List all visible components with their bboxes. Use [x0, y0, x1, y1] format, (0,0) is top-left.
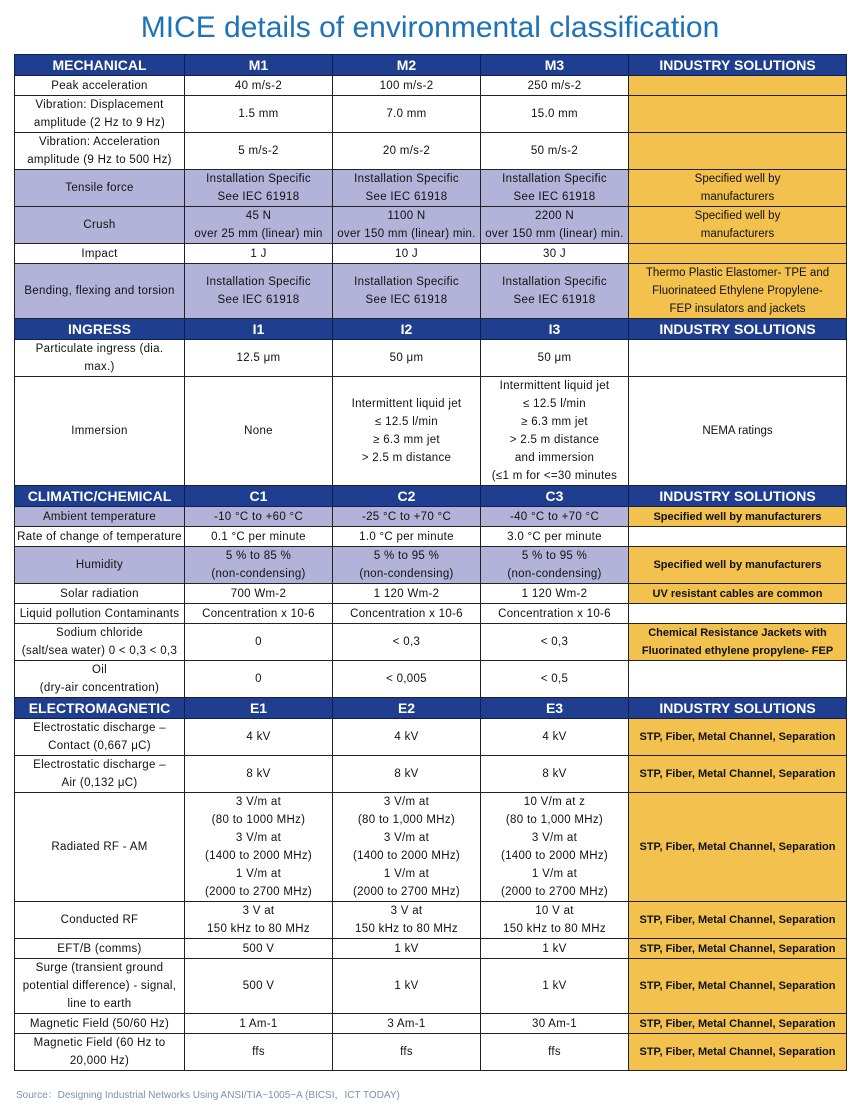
row-label: Rate of change of temperature [15, 527, 185, 547]
table-row [15, 624, 847, 661]
cell-c3: -40 °C to +70 °C [481, 507, 629, 527]
class-header: E3 [481, 698, 629, 719]
section-header-electromagnetic [15, 698, 847, 719]
table-row [15, 377, 847, 486]
row-label: Tensile force [15, 170, 185, 207]
row-label: Sodium chloride (salt/sea water) 0 < 0,3 < 0,3 [15, 624, 185, 661]
table-row [15, 1034, 847, 1071]
cell-industry: STP, Fiber, Metal Channel, Separation [629, 1014, 847, 1034]
table-row [15, 244, 847, 264]
cell-c1: 5 % to 85 % (non-condensing) [185, 547, 333, 584]
row-label: Vibration: Acceleration amplitude (9 Hz to 500 Hz) [15, 133, 185, 170]
cell-e3: 4 kV [481, 719, 629, 756]
cell-e2: 3 V at 150 kHz to 80 MHz [333, 902, 481, 939]
table-row [15, 96, 847, 133]
cell-industry [629, 340, 847, 377]
class-header: M2 [333, 55, 481, 76]
class-header: C2 [333, 486, 481, 507]
table-row [15, 793, 847, 902]
cell-m3: 30 J [481, 244, 629, 264]
cell-industry: STP, Fiber, Metal Channel, Separation [629, 959, 847, 1014]
class-header: M3 [481, 55, 629, 76]
cell-industry: Specified well by manufacturers [629, 507, 847, 527]
cell-m3: 2200 N over 150 mm (linear) min. [481, 207, 629, 244]
cell-m1: 40 m/s-2 [185, 76, 333, 96]
cell-industry: Thermo Plastic Elastomer- TPE and Fluorinateed Ethylene Propylene- FEP insulators and jackets [629, 264, 847, 319]
cell-c2: 5 % to 95 % (non-condensing) [333, 547, 481, 584]
cell-c3: 5 % to 95 % (non-condensing) [481, 547, 629, 584]
class-header: C1 [185, 486, 333, 507]
cell-c1: Concentration x 10-6 [185, 604, 333, 624]
class-header: E1 [185, 698, 333, 719]
cell-m1: 5 m/s-2 [185, 133, 333, 170]
class-header: M1 [185, 55, 333, 76]
cell-c3: 3.0 °C per minute [481, 527, 629, 547]
cell-m1: Installation Specific See IEC 61918 [185, 170, 333, 207]
class-header: I3 [481, 319, 629, 340]
cell-c2: < 0,005 [333, 661, 481, 698]
row-label: Electrostatic discharge – Contact (0,667 μC) [15, 719, 185, 756]
row-label: Oil (dry-air concentration) [15, 661, 185, 698]
cell-industry: UV resistant cables are common [629, 584, 847, 604]
source-note: Source：Designing Industrial Networks Using ANSI/TIA−1005−A (BICSI，ICT TODAY) [16, 1090, 400, 1101]
class-header: E2 [333, 698, 481, 719]
table-row [15, 584, 847, 604]
cell-industry: Specified well by manufacturers [629, 547, 847, 584]
table-row [15, 340, 847, 377]
cell-m2: 100 m/s-2 [333, 76, 481, 96]
cell-e2: 8 kV [333, 756, 481, 793]
cell-m3: 250 m/s-2 [481, 76, 629, 96]
row-label: Solar radiation [15, 584, 185, 604]
row-label: Vibration: Displacement amplitude (2 Hz to 9 Hz) [15, 96, 185, 133]
row-label: EFT/B (comms) [15, 939, 185, 959]
cell-m3: 50 m/s-2 [481, 133, 629, 170]
table-row [15, 902, 847, 939]
cell-m1: 1.5 mm [185, 96, 333, 133]
cell-c2: -25 °C to +70 °C [333, 507, 481, 527]
cell-e3: 30 Am-1 [481, 1014, 629, 1034]
cell-m3: 15.0 mm [481, 96, 629, 133]
row-label: Liquid pollution Contaminants [15, 604, 185, 624]
section-name: CLIMATIC/CHEMICAL [15, 486, 185, 507]
table-row [15, 719, 847, 756]
row-label: Surge (transient ground potential difference) - signal, line to earth [15, 959, 185, 1014]
cell-c1: 700 Wm-2 [185, 584, 333, 604]
cell-e1: 500 V [185, 959, 333, 1014]
mice-table [14, 54, 847, 1071]
section-name: ELECTROMAGNETIC [15, 698, 185, 719]
cell-m2: Installation Specific See IEC 61918 [333, 170, 481, 207]
cell-e3: ffs [481, 1034, 629, 1071]
cell-e1: ffs [185, 1034, 333, 1071]
cell-i1: None [185, 377, 333, 486]
cell-c3: < 0,5 [481, 661, 629, 698]
section-name: INGRESS [15, 319, 185, 340]
cell-e3: 10 V at 150 kHz to 80 MHz [481, 902, 629, 939]
cell-e3: 1 kV [481, 959, 629, 1014]
row-label: Bending, flexing and torsion [15, 264, 185, 319]
industry-header: INDUSTRY SOLUTIONS [629, 486, 847, 507]
class-header: I2 [333, 319, 481, 340]
cell-e2: 1 kV [333, 939, 481, 959]
cell-industry [629, 527, 847, 547]
cell-e1: 8 kV [185, 756, 333, 793]
cell-industry: NEMA ratings [629, 377, 847, 486]
cell-industry: STP, Fiber, Metal Channel, Separation [629, 1034, 847, 1071]
table-row [15, 527, 847, 547]
cell-m2: Installation Specific See IEC 61918 [333, 264, 481, 319]
cell-industry [629, 96, 847, 133]
row-label: Humidity [15, 547, 185, 584]
cell-e1: 3 V/m at (80 to 1000 MHz) 3 V/m at (1400 to 2000 MHz) 1 V/m at (2000 to 2700 MHz) [185, 793, 333, 902]
cell-c2: 1.0 °C per minute [333, 527, 481, 547]
cell-m1: 45 N over 25 mm (linear) min [185, 207, 333, 244]
cell-industry: STP, Fiber, Metal Channel, Separation [629, 719, 847, 756]
cell-i3: 50 μm [481, 340, 629, 377]
cell-industry [629, 76, 847, 96]
cell-industry: STP, Fiber, Metal Channel, Separation [629, 756, 847, 793]
table-row [15, 76, 847, 96]
cell-industry [629, 133, 847, 170]
cell-industry: STP, Fiber, Metal Channel, Separation [629, 902, 847, 939]
industry-header: INDUSTRY SOLUTIONS [629, 55, 847, 76]
row-label: Radiated RF - AM [15, 793, 185, 902]
cell-industry: Specified well by manufacturers [629, 207, 847, 244]
table-row [15, 507, 847, 527]
cell-e3: 8 kV [481, 756, 629, 793]
cell-industry: STP, Fiber, Metal Channel, Separation [629, 793, 847, 902]
cell-e2: 3 Am-1 [333, 1014, 481, 1034]
cell-m1: 1 J [185, 244, 333, 264]
cell-c3: < 0,3 [481, 624, 629, 661]
table-row [15, 133, 847, 170]
row-label: Conducted RF [15, 902, 185, 939]
cell-m2: 7.0 mm [333, 96, 481, 133]
industry-header: INDUSTRY SOLUTIONS [629, 698, 847, 719]
row-label: Magnetic Field (60 Hz to 20,000 Hz) [15, 1034, 185, 1071]
cell-c1: 0 [185, 624, 333, 661]
table-row [15, 756, 847, 793]
cell-c2: 1 120 Wm-2 [333, 584, 481, 604]
cell-m1: Installation Specific See IEC 61918 [185, 264, 333, 319]
cell-e2: 4 kV [333, 719, 481, 756]
table-row [15, 170, 847, 207]
row-label: Immersion [15, 377, 185, 486]
row-label: Impact [15, 244, 185, 264]
cell-e1: 3 V at 150 kHz to 80 MHz [185, 902, 333, 939]
cell-industry: Chemical Resistance Jackets with Fluorinated ethylene propylene- FEP [629, 624, 847, 661]
row-label: Ambient temperature [15, 507, 185, 527]
cell-i1: 12.5 μm [185, 340, 333, 377]
table-row [15, 207, 847, 244]
cell-industry [629, 604, 847, 624]
table-row [15, 604, 847, 624]
cell-e3: 1 kV [481, 939, 629, 959]
section-header-ingress [15, 319, 847, 340]
cell-i2: Intermittent liquid jet ≤ 12.5 l/min ≥ 6.3 mm jet > 2.5 m distance [333, 377, 481, 486]
table-row [15, 264, 847, 319]
cell-industry [629, 244, 847, 264]
cell-c2: < 0,3 [333, 624, 481, 661]
row-label: Peak acceleration [15, 76, 185, 96]
cell-m2: 1100 N over 150 mm (linear) min. [333, 207, 481, 244]
cell-c3: 1 120 Wm-2 [481, 584, 629, 604]
cell-m3: Installation Specific See IEC 61918 [481, 170, 629, 207]
row-label: Crush [15, 207, 185, 244]
section-name: MECHANICAL [15, 55, 185, 76]
table-row [15, 1014, 847, 1034]
cell-c3: Concentration x 10-6 [481, 604, 629, 624]
industry-header: INDUSTRY SOLUTIONS [629, 319, 847, 340]
class-header: I1 [185, 319, 333, 340]
cell-m3: Installation Specific See IEC 61918 [481, 264, 629, 319]
cell-c1: 0 [185, 661, 333, 698]
cell-e1: 4 kV [185, 719, 333, 756]
cell-e1: 500 V [185, 939, 333, 959]
row-label: Electrostatic discharge – Air (0,132 μC) [15, 756, 185, 793]
cell-e3: 10 V/m at z (80 to 1,000 MHz) 3 V/m at (1400 to 2000 MHz) 1 V/m at (2000 to 2700 MHz) [481, 793, 629, 902]
cell-i3: Intermittent liquid jet ≤ 12.5 l/min ≥ 6.3 mm jet > 2.5 m distance and immersion (≤1 m for <=30 minutes [481, 377, 629, 486]
cell-m2: 10 J [333, 244, 481, 264]
section-header-mechanical [15, 55, 847, 76]
cell-e2: 3 V/m at (80 to 1,000 MHz) 3 V/m at (1400 to 2000 MHz) 1 V/m at (2000 to 2700 MHz) [333, 793, 481, 902]
cell-e2: 1 kV [333, 959, 481, 1014]
cell-c1: -10 °C to +60 °C [185, 507, 333, 527]
cell-m2: 20 m/s-2 [333, 133, 481, 170]
table-row [15, 547, 847, 584]
cell-industry: Specified well by manufacturers [629, 170, 847, 207]
cell-industry: STP, Fiber, Metal Channel, Separation [629, 939, 847, 959]
table-row [15, 939, 847, 959]
cell-e2: ffs [333, 1034, 481, 1071]
table-row [15, 661, 847, 698]
row-label: Particulate ingress (dia. max.) [15, 340, 185, 377]
cell-industry [629, 661, 847, 698]
page-title: MICE details of environmental classification [140, 11, 720, 44]
cell-c1: 0.1 °C per minute [185, 527, 333, 547]
table-row [15, 959, 847, 1014]
cell-i2: 50 μm [333, 340, 481, 377]
row-label: Magnetic Field (50/60 Hz) [15, 1014, 185, 1034]
section-header-climatic [15, 486, 847, 507]
cell-c2: Concentration x 10-6 [333, 604, 481, 624]
cell-e1: 1 Am-1 [185, 1014, 333, 1034]
class-header: C3 [481, 486, 629, 507]
